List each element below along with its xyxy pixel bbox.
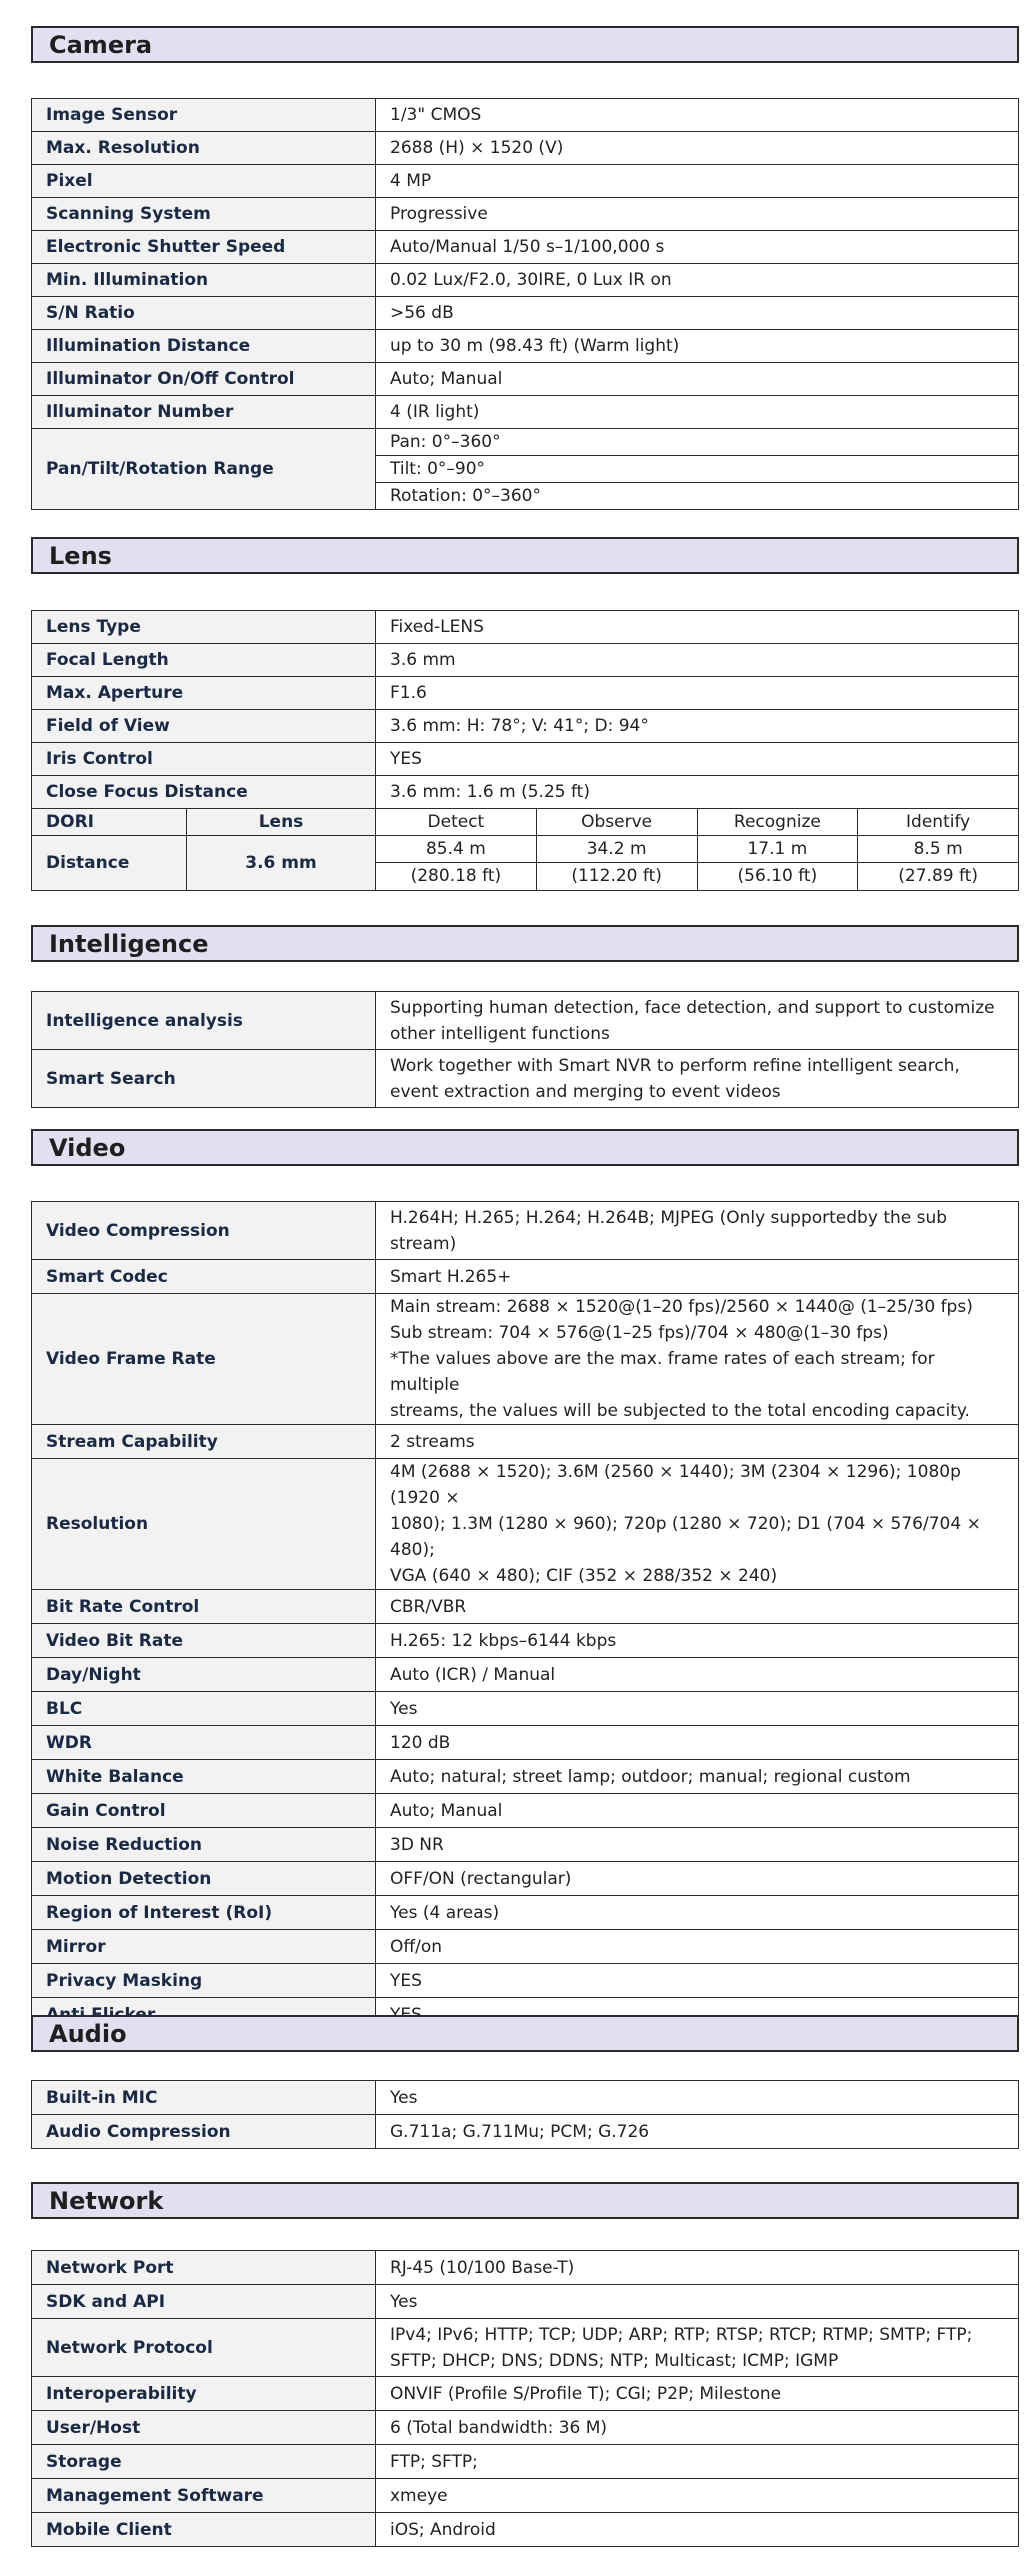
spec-value [376, 2377, 1019, 2411]
spec-value-line: 3.6 mm [390, 650, 456, 670]
spec-row-smart-search [32, 1050, 1019, 1108]
spec-row-scanning-system [32, 198, 1019, 231]
spec-row-video-compression [32, 1202, 1019, 1260]
spec-label: WDR [32, 1726, 376, 1760]
spec-label: Lens Type [32, 611, 376, 644]
spec-label: Intelligence analysis [32, 992, 376, 1050]
spec-value [376, 396, 1019, 429]
dori-feet-value: (56.10 ft) [698, 863, 859, 890]
spec-value-line: 4M (2688 × 1520); 3.6M (2560 × 1440); 3M (2304 × 1296); 1080p (1920 × [390, 1462, 961, 1508]
spec-row-lens-type [32, 611, 1019, 644]
spec-value [376, 743, 1019, 776]
spec-label: Network Protocol [32, 2319, 376, 2377]
spec-row-day-night [32, 1658, 1019, 1692]
spec-value-line: Progressive [390, 204, 488, 224]
spec-value [376, 677, 1019, 710]
spec-value-line: ONVIF (Profile S/Profile T); CGI; P2P; Milestone [390, 2383, 782, 2404]
spec-value [376, 1294, 1019, 1425]
spec-value [376, 165, 1019, 198]
spec-label: Built-in MIC [32, 2081, 376, 2115]
section-camera-header [31, 26, 1019, 63]
spec-value-line: RJ-45 (10/100 Base-T) [390, 2257, 575, 2278]
spec-label: Motion Detection [32, 1862, 376, 1896]
spec-label: Close Focus Distance [32, 776, 376, 809]
section-title: Network [31, 2182, 1019, 2219]
spec-value-line: 3.6 mm: H: 78°; V: 41°; D: 94° [390, 716, 649, 736]
spec-value [376, 1896, 1019, 1930]
spec-value-line: >56 dB [390, 303, 454, 323]
spec-value-line: Yes [390, 2087, 418, 2108]
spec-label: Image Sensor [32, 99, 376, 132]
spec-value [376, 2115, 1019, 2149]
spec-value [376, 1260, 1019, 1294]
spec-row-max-resolution [32, 132, 1019, 165]
dori-feet-value: (112.20 ft) [537, 863, 698, 890]
spec-label: Mobile Client [32, 2513, 376, 2547]
spec-value [376, 776, 1019, 809]
spec-row-illuminator-number [32, 396, 1019, 429]
spec-value [376, 1930, 1019, 1964]
spec-value-line: VGA (640 × 480); CIF (352 × 288/352 × 240) [390, 1566, 778, 1586]
spec-value-line: up to 30 m (98.43 ft) (Warm light) [390, 336, 680, 356]
spec-label: S/N Ratio [32, 297, 376, 330]
camera-spec-table [31, 98, 1019, 510]
spec-value-line: 6 (Total bandwidth: 36 M) [390, 2417, 608, 2438]
spec-label: Iris Control [32, 743, 376, 776]
section-lens-header [31, 537, 1019, 574]
spec-value-line: Main stream: 2688 × 1520@(1–20 fps)/2560 × 1440@ (1–25/30 fps) [390, 1297, 973, 1317]
dori-distance-cell [32, 836, 376, 891]
spec-value: Pan: 0°–360° [376, 429, 1019, 456]
spec-value-line: SFTP; DHCP; DNS; DDNS; NTP; Multicast; ICMP; IGMP [390, 2350, 839, 2371]
audio-spec-table [31, 2080, 1019, 2149]
spec-label: White Balance [32, 1760, 376, 1794]
spec-row-iris-control [32, 743, 1019, 776]
spec-value-line: Auto/Manual 1/50 s–1/100,000 s [390, 237, 665, 257]
spec-value-line: 4 (IR light) [390, 402, 480, 422]
intelligence-spec-table [31, 991, 1019, 1108]
spec-row-stream-capability [32, 1425, 1019, 1459]
dori-meters-value: 17.1 m [698, 836, 859, 862]
spec-row-s-n-ratio [32, 297, 1019, 330]
spec-label: Audio Compression [32, 2115, 376, 2149]
spec-label: Resolution [32, 1459, 376, 1590]
spec-label: Video Frame Rate [32, 1294, 376, 1425]
section-title: Camera [31, 26, 1019, 63]
spec-row-privacy-masking [32, 1964, 1019, 1998]
spec-row-storage [32, 2445, 1019, 2479]
spec-label: Storage [32, 2445, 376, 2479]
spec-value-line: G.711a; G.711Mu; PCM; G.726 [390, 2121, 650, 2142]
spec-value [376, 198, 1019, 231]
spec-value-line: 4 MP [390, 171, 432, 191]
spec-label: Day/Night [32, 1658, 376, 1692]
spec-value [376, 1425, 1019, 1459]
spec-value-line: OFF/ON (rectangular) [390, 1868, 572, 1889]
spec-value [376, 1624, 1019, 1658]
spec-label: User/Host [32, 2411, 376, 2445]
spec-value [376, 2513, 1019, 2547]
spec-label: Smart Codec [32, 1260, 376, 1294]
spec-row-sdk-and-api [32, 2285, 1019, 2319]
spec-row-pixel [32, 165, 1019, 198]
spec-value [376, 2411, 1019, 2445]
dori-distance-row [32, 836, 1019, 891]
spec-value [376, 1726, 1019, 1760]
spec-value [376, 330, 1019, 363]
spec-value [376, 992, 1019, 1050]
dori-label-cell [32, 809, 376, 836]
spec-value [376, 1202, 1019, 1260]
spec-value-line: IPv4; IPv6; HTTP; TCP; UDP; ARP; RTP; RTSP; RTCP; RTMP; SMTP; FTP; [390, 2324, 973, 2345]
spec-row-illuminator-on-off-control [32, 363, 1019, 396]
spec-value-line: 120 dB [390, 1732, 451, 1753]
spec-value [376, 132, 1019, 165]
spec-row-motion-detection [32, 1862, 1019, 1896]
spec-value [376, 264, 1019, 297]
spec-row-blc [32, 1692, 1019, 1726]
spec-row-field-of-view [32, 710, 1019, 743]
section-title: Lens [31, 537, 1019, 574]
dori-column-header: Recognize [698, 809, 859, 835]
spec-value-line: Work together with Smart NVR to perform refine intelligent search, [390, 1055, 960, 1076]
dori-label: DORI [32, 809, 187, 835]
spec-value [376, 1050, 1019, 1108]
spec-value-line: Auto; Manual [390, 369, 503, 389]
spec-value-line: Yes (4 areas) [390, 1902, 500, 1923]
spec-value [376, 2479, 1019, 2513]
spec-value-line: 1/3" CMOS [390, 105, 482, 125]
spec-value-line: other intelligent functions [390, 1023, 610, 1044]
spec-label: Smart Search [32, 1050, 376, 1108]
spec-label: Stream Capability [32, 1425, 376, 1459]
spec-value [376, 1828, 1019, 1862]
spec-value-line: Auto; Manual [390, 1800, 503, 1821]
spec-value-line: 3.6 mm: 1.6 m (5.25 ft) [390, 782, 590, 802]
spec-value [376, 1964, 1019, 1998]
spec-row-resolution [32, 1459, 1019, 1590]
spec-row-user-host [32, 2411, 1019, 2445]
spec-value [376, 1760, 1019, 1794]
spec-value-line: CBR/VBR [390, 1596, 467, 1617]
dori-meters-value: 85.4 m [376, 836, 537, 862]
section-title: Intelligence [31, 925, 1019, 962]
spec-value-line: YES [390, 1970, 422, 1991]
spec-value [376, 611, 1019, 644]
spec-value-line: Sub stream: 704 × 576@(1–25 fps)/704 × 480@(1–30 fps) [390, 1323, 889, 1343]
section-audio-header [31, 2015, 1019, 2052]
spec-value [376, 2319, 1019, 2377]
spec-value-line: Smart H.265+ [390, 1266, 512, 1287]
spec-row-white-balance [32, 1760, 1019, 1794]
spec-label: BLC [32, 1692, 376, 1726]
section-title: Audio [31, 2015, 1019, 2052]
spec-label: Video Bit Rate [32, 1624, 376, 1658]
spec-row-management-software [32, 2479, 1019, 2513]
spec-value [376, 99, 1019, 132]
spec-label: Region of Interest (RoI) [32, 1896, 376, 1930]
spec-value [376, 710, 1019, 743]
spec-value-line: Yes [390, 1698, 418, 1719]
spec-label: Noise Reduction [32, 1828, 376, 1862]
spec-value-line: event extraction and merging to event videos [390, 1081, 781, 1102]
spec-label: Min. Illumination [32, 264, 376, 297]
spec-value [376, 1692, 1019, 1726]
section-video-header [31, 1129, 1019, 1166]
spec-row-video-bit-rate [32, 1624, 1019, 1658]
spec-value [376, 1658, 1019, 1692]
spec-value-line: Yes [390, 2291, 418, 2312]
spec-value [376, 363, 1019, 396]
spec-row-focal-length [32, 644, 1019, 677]
spec-row-interoperability [32, 2377, 1019, 2411]
spec-label: Video Compression [32, 1202, 376, 1260]
spec-label: Focal Length [32, 644, 376, 677]
spec-label: Mirror [32, 1930, 376, 1964]
spec-row-audio-compression [32, 2115, 1019, 2149]
spec-row-close-focus-distance [32, 776, 1019, 809]
spec-row-image-sensor [32, 99, 1019, 132]
spec-row-pan-tilt-rotation [32, 429, 1019, 456]
spec-row-gain-control [32, 1794, 1019, 1828]
section-intelligence-header [31, 925, 1019, 962]
dori-feet-value: (280.18 ft) [376, 863, 537, 890]
spec-label: Management Software [32, 2479, 376, 2513]
dori-meters-value: 8.5 m [913, 839, 963, 859]
spec-row-bit-rate-control [32, 1590, 1019, 1624]
spec-value: Tilt: 0°–90° [376, 456, 1019, 483]
spec-row-noise-reduction [32, 1828, 1019, 1862]
spec-label: Pixel [32, 165, 376, 198]
spec-row-intelligence-analysis [32, 992, 1019, 1050]
spec-value-line: xmeye [390, 2485, 448, 2506]
spec-label: Network Port [32, 2251, 376, 2285]
spec-label: Illumination Distance [32, 330, 376, 363]
spec-value-line: YES [390, 749, 422, 769]
spec-row-region-of-interest-roi [32, 1896, 1019, 1930]
spec-row-mirror [32, 1930, 1019, 1964]
spec-value [376, 2285, 1019, 2319]
spec-value-line: FTP; SFTP; [390, 2451, 478, 2472]
spec-value-line: *The values above are the max. frame rates of each stream; for multiple [390, 1349, 935, 1395]
dori-column-header: Identify [906, 812, 971, 832]
spec-value-line: 2 streams [390, 1431, 475, 1452]
spec-label: Scanning System [32, 198, 376, 231]
spec-value [376, 644, 1019, 677]
spec-label: Illuminator On/Off Control [32, 363, 376, 396]
dori-lens-value: 3.6 mm [245, 853, 317, 873]
spec-value [376, 297, 1019, 330]
spec-row-network-port [32, 2251, 1019, 2285]
spec-value-line: 3D NR [390, 1834, 444, 1855]
spec-row-electronic-shutter-speed [32, 231, 1019, 264]
spec-value-line: Off/on [390, 1936, 442, 1957]
dori-values-cell [376, 836, 1019, 891]
spec-label: Interoperability [32, 2377, 376, 2411]
spec-row-min-illumination [32, 264, 1019, 297]
spec-row-mobile-client [32, 2513, 1019, 2547]
spec-value-line: Auto; natural; street lamp; outdoor; manual; regional custom [390, 1766, 911, 1787]
spec-value [376, 2445, 1019, 2479]
spec-value [376, 1862, 1019, 1896]
spec-value [376, 231, 1019, 264]
spec-row-illumination-distance [32, 330, 1019, 363]
spec-value-line: Fixed-LENS [390, 617, 484, 637]
dori-lens-label: Lens [258, 812, 304, 832]
spec-row-smart-codec [32, 1260, 1019, 1294]
spec-row-network-protocol [32, 2319, 1019, 2377]
section-title: Video [31, 1129, 1019, 1166]
spec-value [376, 2081, 1019, 2115]
spec-value-line: Supporting human detection, face detection, and support to customize [390, 997, 995, 1018]
spec-value [376, 1459, 1019, 1590]
dori-meters-value: 34.2 m [537, 836, 698, 862]
spec-label: Max. Resolution [32, 132, 376, 165]
spec-value: Rotation: 0°–360° [376, 483, 1019, 510]
spec-value-line: F1.6 [390, 683, 427, 703]
spec-value-line: H.264H; H.265; H.264; H.264B; MJPEG (Only supportedby the sub [390, 1207, 948, 1228]
spec-value [376, 2251, 1019, 2285]
spec-label: Field of View [32, 710, 376, 743]
dori-distance-label: Distance [32, 836, 187, 890]
spec-value-line: 2688 (H) × 1520 (V) [390, 138, 564, 158]
dori-column-header: Detect [376, 809, 537, 835]
dori-columns-cell [376, 809, 1019, 836]
dori-feet-value: (27.89 ft) [898, 866, 978, 886]
spec-value-line: 1080); 1.3M (1280 × 960); 720p (1280 × 720); D1 (704 × 576/704 × 480); [390, 1514, 981, 1560]
spec-row-wdr [32, 1726, 1019, 1760]
spec-label: Pan/Tilt/Rotation Range [32, 429, 376, 510]
spec-value [376, 1794, 1019, 1828]
spec-value-line: stream) [390, 1233, 457, 1254]
dori-column-header: Observe [537, 809, 698, 835]
video-spec-table [31, 1201, 1019, 2032]
spec-label: Max. Aperture [32, 677, 376, 710]
spec-row-max-aperture [32, 677, 1019, 710]
network-spec-table [31, 2250, 1019, 2547]
spec-value-line: Auto (ICR) / Manual [390, 1664, 556, 1685]
spec-label: SDK and API [32, 2285, 376, 2319]
spec-value [376, 1590, 1019, 1624]
spec-value-line: iOS; Android [390, 2519, 496, 2540]
spec-label: Illuminator Number [32, 396, 376, 429]
spec-label: Gain Control [32, 1794, 376, 1828]
spec-label: Electronic Shutter Speed [32, 231, 376, 264]
spec-row-built-in-mic [32, 2081, 1019, 2115]
spec-label: Bit Rate Control [32, 1590, 376, 1624]
spec-value-line: streams, the values will be subjected to the total encoding capacity. [390, 1401, 970, 1421]
dori-header-row [32, 809, 1019, 836]
spec-value-line: 0.02 Lux/F2.0, 30IRE, 0 Lux IR on [390, 270, 672, 290]
section-network-header [31, 2182, 1019, 2219]
spec-value-line: H.265: 12 kbps–6144 kbps [390, 1630, 617, 1651]
spec-label: Privacy Masking [32, 1964, 376, 1998]
spec-row-video-frame-rate [32, 1294, 1019, 1425]
lens-spec-table [31, 610, 1019, 891]
